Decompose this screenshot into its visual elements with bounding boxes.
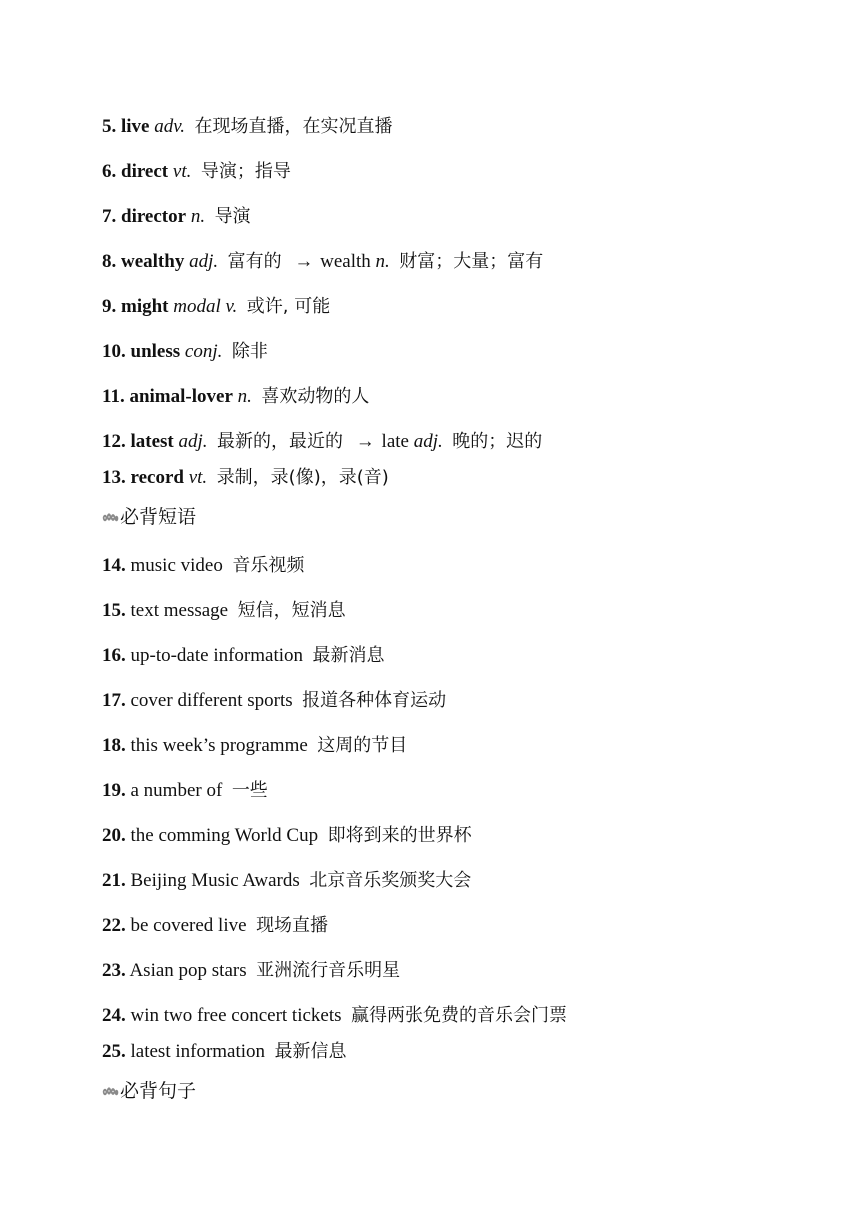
section-title: 必背句子 bbox=[120, 1080, 197, 1102]
phrase-item bbox=[102, 866, 471, 896]
vocab-word: animal-lover bbox=[129, 386, 233, 407]
phrase-item bbox=[102, 686, 446, 716]
vocab-word: wealthy bbox=[121, 251, 185, 272]
part-of-speech: conj. bbox=[184, 341, 223, 362]
part-of-speech: adj. bbox=[178, 431, 208, 452]
chinese-meaning: 富有的 bbox=[227, 251, 282, 272]
phrase-chinese: 短信，短消息 bbox=[237, 600, 346, 621]
phrase-chinese: 最新消息 bbox=[312, 645, 385, 666]
part-of-speech: vt. bbox=[172, 161, 192, 182]
part-of-speech: n. bbox=[190, 206, 206, 227]
part-of-speech: adj. bbox=[189, 251, 219, 272]
chinese-meaning: 除非 bbox=[231, 341, 268, 362]
chinese-meaning: 导演；指导 bbox=[200, 161, 291, 182]
phrase-item bbox=[102, 641, 385, 671]
phrase-english: up-to-date information bbox=[130, 645, 304, 666]
vocab-item bbox=[102, 427, 542, 457]
phrase-english: a number of bbox=[130, 780, 223, 801]
chinese-meaning: 在现场直播，在实况直播 bbox=[194, 116, 393, 137]
phrase-item bbox=[102, 1001, 567, 1031]
arrow-icon: → bbox=[294, 251, 314, 272]
flower-icon bbox=[102, 512, 119, 524]
vocab-word: might bbox=[121, 296, 169, 317]
section-heading-phrases bbox=[102, 502, 196, 532]
phrase-chinese: 这周的节目 bbox=[317, 735, 408, 756]
vocab-word: direct bbox=[121, 161, 169, 182]
phrase-item bbox=[102, 911, 328, 941]
phrase-chinese: 报道各种体育运动 bbox=[302, 690, 447, 711]
part-of-speech: modal v. bbox=[173, 296, 238, 317]
phrase-english: win two free concert tickets bbox=[130, 1005, 342, 1026]
phrase-chinese: 北京音乐奖颁奖大会 bbox=[309, 870, 472, 891]
phrase-english: music video bbox=[130, 555, 223, 576]
item-number: 10. bbox=[102, 341, 126, 362]
item-number: 14. bbox=[102, 555, 126, 576]
item-number: 21. bbox=[102, 870, 126, 891]
item-number: 16. bbox=[102, 645, 126, 666]
phrase-english: this week’s programme bbox=[130, 735, 308, 756]
phrase-item bbox=[102, 1037, 347, 1067]
item-number: 19. bbox=[102, 780, 126, 801]
phrase-item bbox=[102, 776, 268, 806]
item-number: 12. bbox=[102, 431, 126, 452]
phrase-english: be covered live bbox=[130, 915, 247, 936]
vocab-item bbox=[102, 202, 251, 232]
phrase-english: latest information bbox=[130, 1041, 266, 1062]
phrase-item bbox=[102, 956, 400, 986]
item-number: 15. bbox=[102, 600, 126, 621]
vocab-word: unless bbox=[130, 341, 181, 362]
section-title: 必背短语 bbox=[120, 506, 197, 528]
item-number: 8. bbox=[102, 251, 117, 272]
vocab-word: latest bbox=[130, 431, 174, 452]
related-word: late bbox=[381, 431, 409, 452]
item-number: 17. bbox=[102, 690, 126, 711]
item-number: 9. bbox=[102, 296, 117, 317]
item-number: 25. bbox=[102, 1041, 126, 1062]
chinese-meaning: 或许, 可能 bbox=[246, 296, 331, 317]
item-number: 13. bbox=[102, 467, 126, 488]
chinese-meaning: 导演 bbox=[214, 206, 251, 227]
phrase-item bbox=[102, 596, 346, 626]
phrase-chinese: 即将到来的世界杯 bbox=[327, 825, 472, 846]
part-of-speech: adv. bbox=[154, 116, 186, 137]
phrase-chinese: 赢得两张免费的音乐会门票 bbox=[351, 1005, 568, 1026]
phrase-chinese: 现场直播 bbox=[256, 915, 329, 936]
vocab-word: live bbox=[121, 116, 150, 137]
item-number: 20. bbox=[102, 825, 126, 846]
item-number: 5. bbox=[102, 116, 117, 137]
item-number: 7. bbox=[102, 206, 117, 227]
vocab-item bbox=[102, 157, 291, 187]
vocab-item bbox=[102, 463, 389, 493]
phrase-english: Asian pop stars bbox=[129, 960, 247, 981]
vocab-item bbox=[102, 112, 393, 142]
vocab-item bbox=[102, 292, 330, 322]
item-number: 18. bbox=[102, 735, 126, 756]
phrase-chinese: 亚洲流行音乐明星 bbox=[256, 960, 401, 981]
related-chinese-meaning: 财富；大量；富有 bbox=[399, 251, 544, 272]
chinese-meaning: 最新的，最近的 bbox=[217, 431, 344, 452]
chinese-meaning: 喜欢动物的人 bbox=[261, 386, 370, 407]
item-number: 11. bbox=[102, 386, 125, 407]
phrase-chinese: 一些 bbox=[231, 780, 268, 801]
phrase-english: text message bbox=[130, 600, 229, 621]
phrase-chinese: 音乐视频 bbox=[232, 555, 305, 576]
related-word: wealth bbox=[320, 251, 371, 272]
vocab-item bbox=[102, 337, 268, 367]
vocab-item bbox=[102, 247, 543, 277]
phrase-english: cover different sports bbox=[130, 690, 293, 711]
phrase-item bbox=[102, 731, 407, 761]
phrase-item bbox=[102, 551, 304, 581]
chinese-meaning: 录制，录(像)，录(音) bbox=[216, 467, 389, 488]
item-number: 6. bbox=[102, 161, 117, 182]
phrase-english: the comming World Cup bbox=[130, 825, 319, 846]
item-number: 22. bbox=[102, 915, 126, 936]
vocab-word: director bbox=[121, 206, 187, 227]
part-of-speech: n. bbox=[237, 386, 252, 407]
flower-icon bbox=[102, 1086, 119, 1098]
phrase-item bbox=[102, 821, 472, 851]
arrow-icon: → bbox=[355, 431, 375, 452]
section-heading-sentences bbox=[102, 1076, 196, 1106]
related-part-of-speech: n. bbox=[375, 251, 390, 272]
part-of-speech: vt. bbox=[188, 467, 208, 488]
vocab-item bbox=[102, 382, 369, 412]
related-part-of-speech: adj. bbox=[413, 431, 443, 452]
phrase-english: Beijing Music Awards bbox=[130, 870, 300, 891]
vocab-word: record bbox=[130, 467, 184, 488]
item-number: 24. bbox=[102, 1005, 126, 1026]
related-chinese-meaning: 晚的；迟的 bbox=[452, 431, 543, 452]
phrase-chinese: 最新信息 bbox=[274, 1041, 347, 1062]
item-number: 23. bbox=[102, 960, 126, 981]
